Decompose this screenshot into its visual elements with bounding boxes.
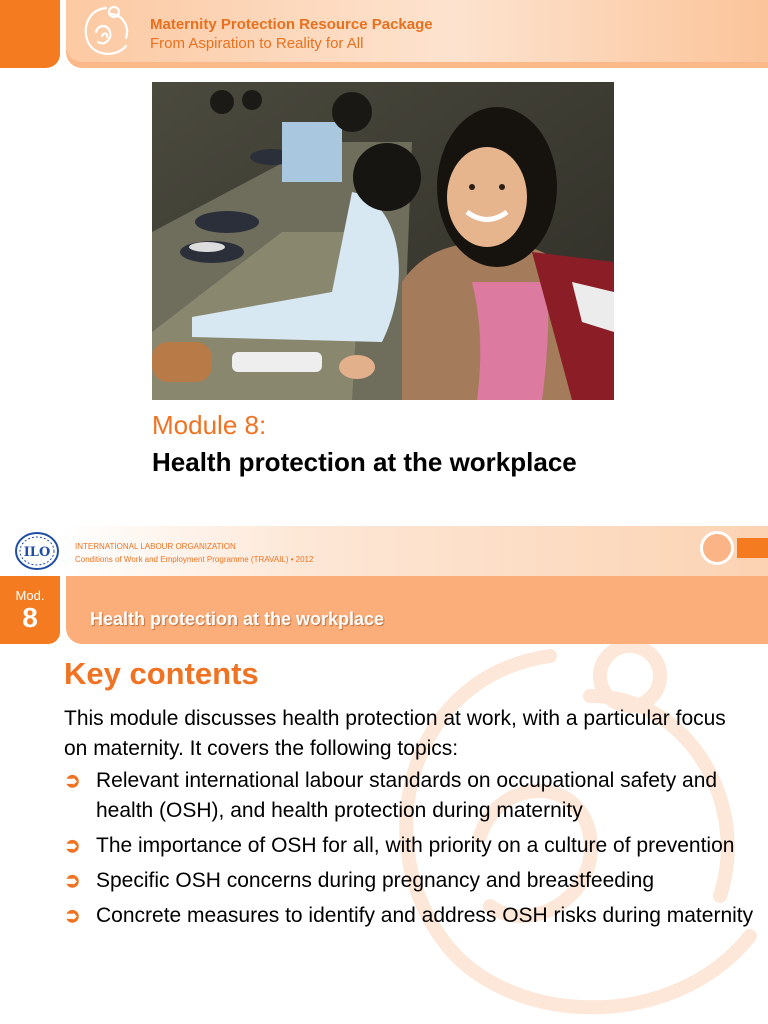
list-item [64,766,764,826]
slide-footer [0,526,768,576]
mother-child-logo-icon [74,2,138,62]
list-item-text: Concrete measures to identify and address OSH risks during maternity [96,904,754,927]
list-item-text: The importance of OSH for all, with priority on a culture of prevention [96,834,735,857]
intro-text: This module discusses health protection at work, with a particular focus on maternity. It covers the following topics: [64,707,726,760]
module-title: Health protection at the workplace [152,447,577,477]
title-slide-header [66,0,768,68]
workplace-photo [152,82,614,400]
module-tab-number: 8 [22,602,38,633]
package-subtitle: From Aspiration to Reality for All [150,35,364,52]
key-contents-header [66,576,768,644]
header-band [66,0,768,62]
footer-bar [737,538,768,558]
package-title: Maternity Protection Resource Package [150,16,433,33]
ilo-org-name: INTERNATIONAL LABOUR ORGANIZATION [75,542,236,551]
key-contents-heading: Key contents [64,656,259,691]
footer-circle-icon [700,531,734,565]
arrow-bullet-icon: ➲ [64,835,81,857]
list-item-text: Relevant international labour standards on occupational safety and health (OSH), and health protection during maternity [96,769,718,822]
svg-text:ILO: ILO [23,545,51,560]
title-slide [0,0,768,508]
ilo-logo-icon [14,531,60,571]
list-item [64,866,764,896]
arrow-bullet-icon: ➲ [64,905,81,927]
header-left-tab [0,0,60,68]
module-tab [0,576,60,644]
list-item [64,901,764,931]
arrow-bullet-icon: ➲ [64,870,81,892]
arrow-bullet-icon: ➲ [64,770,81,792]
topic-list [64,766,764,931]
key-contents-slide [0,576,768,1024]
module-tab-label: Mod. [15,588,45,603]
list-item-text: Specific OSH concerns during pregnancy and breastfeeding [96,869,654,892]
list-item [64,831,764,861]
module-number: Module 8: [152,410,267,440]
header-title: Health protection at the workplace [90,609,385,629]
ilo-programme: Conditions of Work and Employment Programme (TRAVAIL) • 2012 [75,555,314,564]
